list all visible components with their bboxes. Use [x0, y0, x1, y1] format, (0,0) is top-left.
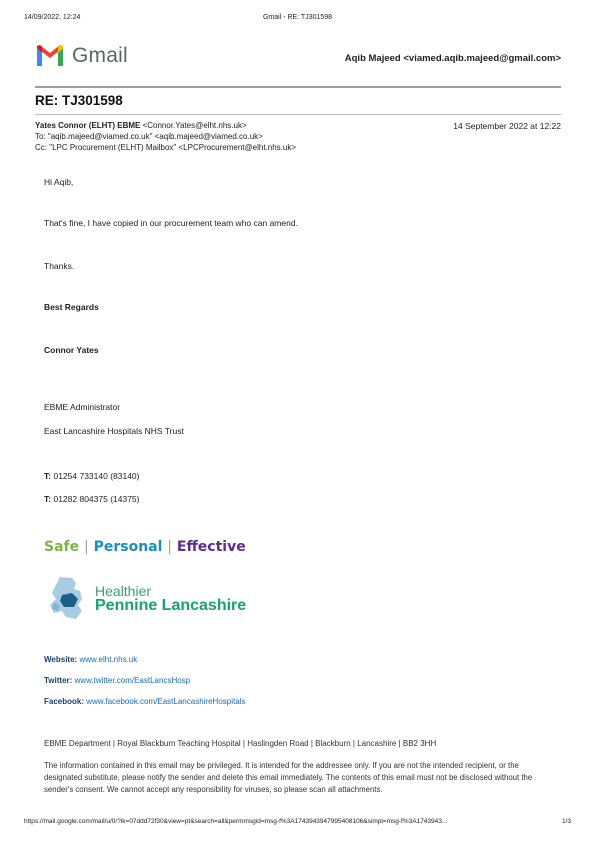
phone-number: 01282 804375 (14375)	[53, 494, 140, 504]
gmail-logo-icon	[35, 44, 65, 68]
signature-phone-1	[44, 471, 140, 481]
tag-safe: Safe	[44, 539, 80, 555]
account-identity: Aqib Majeed <viamed.aqib.majeed@gmail.com>	[344, 53, 561, 64]
body-regards: Best Regards	[44, 302, 99, 312]
department-address: EBME Department | Royal Blackburn Teaching Hospital | Haslingden Road | Blackburn | Lancashire | BB2 3HH	[44, 739, 437, 748]
twitter-label: Twitter:	[44, 676, 73, 685]
message-to: To: "aqib.majeed@viamed.co.uk" <aqib.majeed@viamed.co.uk>	[35, 132, 263, 141]
signature-phone-2	[44, 494, 140, 504]
body-line: That's fine, I have copied in our procurement team who can amend.	[44, 218, 298, 228]
twitter-line	[44, 676, 190, 685]
tag-effective: Effective	[176, 539, 246, 555]
sender-name: Yates Connor (ELHT) EBME	[35, 121, 141, 130]
values-tagline	[44, 539, 246, 555]
phone-number: 01254 733140 (83140)	[53, 471, 140, 481]
body-thanks: Thanks.	[44, 261, 75, 271]
gmail-wordmark: Gmail	[72, 44, 128, 67]
print-datetime: 14/09/2022, 12:24	[24, 14, 81, 21]
email-disclaimer: The information contained in this email may be privileged. It is intended for the addressee only. If you are not the intended recipient, or the designated substitute, please notify the sender and delete this email immediately. The contents of this email must not be disclosed without the sender's consent. We cannot accept any responsibility for viruses, so please scan all attachments.	[44, 761, 533, 794]
signature-name: Connor Yates	[44, 345, 99, 355]
message-date: 14 September 2022 at 12:22	[453, 121, 561, 131]
sender-email: <Connor.Yates@elht.nhs.uk>	[142, 121, 247, 130]
header-divider	[35, 86, 561, 88]
tag-separator: |	[167, 539, 173, 555]
page-number: 1/3	[561, 818, 571, 825]
facebook-line	[44, 697, 245, 706]
body-greeting: Hi Aqib,	[44, 177, 74, 187]
twitter-link[interactable]: www.twitter.com/EastLancsHosp	[74, 676, 191, 685]
signature-role: EBME Administrator	[44, 402, 121, 412]
hpl-logo-line1: Healthier	[95, 583, 152, 599]
website-link[interactable]: www.elht.nhs.uk	[79, 655, 138, 664]
facebook-label: Facebook:	[44, 697, 85, 706]
region-map-icon	[46, 575, 92, 621]
website-line	[44, 655, 137, 664]
email-subject: RE: TJ301598	[35, 93, 123, 108]
tag-separator: |	[84, 539, 89, 555]
message-cc: Cc: "LPC Procurement (ELHT) Mailbox" <LPCProcurement@elht.nhs.uk>	[35, 143, 297, 152]
facebook-link[interactable]: www.facebook.com/EastLancashireHospitals	[86, 697, 246, 706]
phone-label: T:	[44, 471, 52, 481]
tag-personal: Personal	[93, 539, 163, 555]
hpl-logo-line2: Pennine Lancashire	[95, 597, 247, 614]
phone-label: T:	[44, 494, 52, 504]
signature-org: East Lancashire Hospitals NHS Trust	[44, 426, 184, 436]
website-label: Website:	[44, 655, 78, 664]
subject-divider	[35, 114, 561, 115]
print-url: https://mail.google.com/mail/u/0/?ik=07ddd72f30&view=pt&search=all&permmsgid=msg-f%3A1743943947995408106&simpl=msg-f%3A1743943...	[24, 818, 448, 825]
print-title: Gmail - RE: TJ301598	[262, 14, 333, 21]
message-from	[35, 121, 247, 130]
